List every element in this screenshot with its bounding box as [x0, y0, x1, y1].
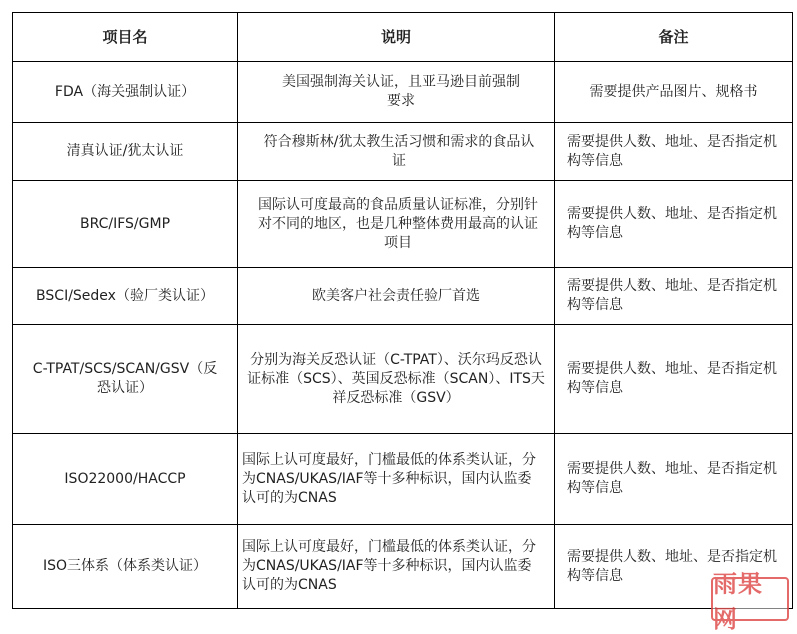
cell-remarks: 需要提供人数、地址、是否指定机构等信息	[555, 525, 793, 609]
cell-project-name: BSCI/Sedex（验厂类认证）	[13, 268, 238, 325]
cell-remarks: 需要提供产品图片、规格书	[555, 62, 793, 123]
cell-remarks: 需要提供人数、地址、是否指定机构等信息	[555, 434, 793, 525]
table-row	[13, 123, 793, 181]
table-row	[13, 525, 793, 609]
header-project-name: 项目名	[13, 13, 238, 62]
watermark-seal-logo: 雨果网	[711, 577, 789, 621]
header-description: 说明	[238, 13, 555, 62]
cell-description: 美国强制海关认证，且亚马逊目前强制要求	[238, 62, 555, 123]
cell-project-name: 清真认证/犹太认证	[13, 123, 238, 181]
cell-remarks: 需要提供人数、地址、是否指定机构等信息	[555, 123, 793, 181]
cell-remarks: 需要提供人数、地址、是否指定机构等信息	[555, 325, 793, 434]
cell-remarks: 需要提供人数、地址、是否指定机构等信息	[555, 181, 793, 268]
table-row	[13, 434, 793, 525]
cell-description: 国际上认可度最好，门槛最低的体系类认证，分为CNAS/UKAS/IAF等十多种标识，国内认监委认可的为CNAS	[238, 525, 555, 609]
table-row	[13, 268, 793, 325]
cell-project-name: ISO三体系（体系类认证）	[13, 525, 238, 609]
cell-description: 分别为海关反恐认证（C-TPAT）、沃尔玛反恐认证标准（SCS）、英国反恐标准（SCAN）、ITS天祥反恐标准（GSV）	[238, 325, 555, 434]
table-row	[13, 325, 793, 434]
table-row	[13, 181, 793, 268]
cell-description: 国际上认可度最好，门槛最低的体系类认证，分为CNAS/UKAS/IAF等十多种标识，国内认监委认可的为CNAS	[238, 434, 555, 525]
cell-remarks: 需要提供人数、地址、是否指定机构等信息	[555, 268, 793, 325]
header-remarks: 备注	[555, 13, 793, 62]
cell-description: 符合穆斯林/犹太教生活习惯和需求的食品认证	[238, 123, 555, 181]
cell-project-name: ISO22000/HACCP	[13, 434, 238, 525]
cell-project-name: BRC/IFS/GMP	[13, 181, 238, 268]
table-row	[13, 62, 793, 123]
cell-project-name: C-TPAT/SCS/SCAN/GSV（反恐认证）	[13, 325, 238, 434]
cell-description: 欧美客户社会责任验厂首选	[238, 268, 555, 325]
cell-project-name: FDA（海关强制认证）	[13, 62, 238, 123]
cell-description: 国际认可度最高的食品质量认证标准，分别针对不同的地区，也是几种整体费用最高的认证项目	[238, 181, 555, 268]
table-header-row	[13, 13, 793, 62]
certification-table	[12, 12, 793, 609]
